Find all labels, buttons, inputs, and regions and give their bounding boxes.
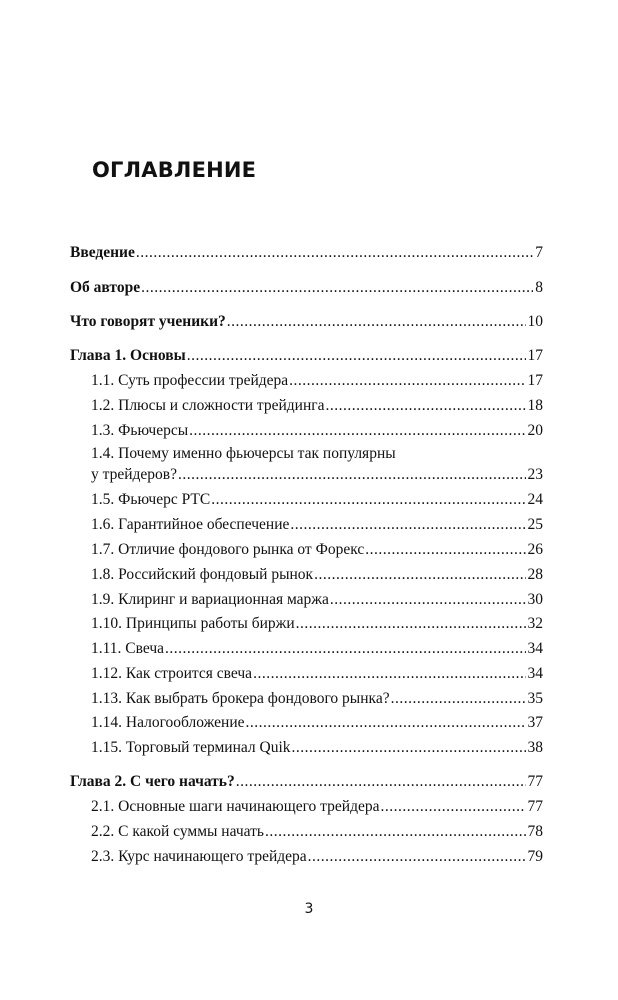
toc-entry-title: 1.6. Гарантийное обеспечение (91, 516, 290, 533)
dot-leader (289, 371, 525, 391)
toc-entry-2-2 (91, 822, 543, 842)
dot-leader (330, 590, 526, 610)
toc-page-number: 37 (527, 714, 543, 731)
toc-entry-1-10 (91, 614, 543, 634)
dot-leader (391, 689, 526, 709)
dot-leader (187, 346, 526, 366)
dot-leader (136, 243, 533, 263)
dot-leader (326, 396, 526, 416)
toc-entry-1-7 (91, 540, 543, 560)
page-number-footer: 3 (304, 901, 314, 917)
toc-page-number: 77 (527, 798, 543, 815)
toc-entry-1-2 (91, 396, 543, 416)
toc-entry-1-4 (91, 465, 543, 485)
toc-page-number: 23 (527, 466, 543, 483)
toc-entry-title: 1.5. Фьючерс РТС (91, 491, 211, 508)
toc-page-number: 17 (527, 347, 543, 364)
toc-entry-1-3 (91, 421, 543, 441)
toc-entry-title: 1.7. Отличие фондового рынка от Форекс (91, 541, 365, 558)
toc-entry-1-13 (91, 689, 543, 709)
toc-page-number: 38 (527, 739, 543, 756)
toc-entry-chapter-2 (70, 772, 543, 792)
toc-page-number: 32 (527, 615, 543, 632)
toc-entry-about-author (70, 278, 543, 298)
toc-entry-1-4-line-1: 1.4. Почему именно фьючерсы так популярны (91, 445, 396, 462)
dot-leader (296, 614, 526, 634)
toc-entry-title: 1.11. Свеча (91, 640, 165, 657)
toc-page-number: 79 (527, 848, 543, 865)
toc-page-number: 77 (527, 773, 543, 790)
toc-entry-title: 1.12. Как строится свеча (91, 665, 253, 682)
toc-entry-students (70, 312, 543, 332)
toc-page-number: 26 (527, 541, 543, 558)
toc-entry-2-1 (91, 797, 543, 817)
dot-leader (246, 713, 526, 733)
toc-entry-1-9 (91, 590, 543, 610)
toc-entry-title: Глава 2. С чего начать? (70, 773, 235, 790)
toc-entry-title: у трейдеров? (91, 466, 177, 483)
toc-entry-1-15 (91, 738, 543, 758)
toc-page-number: 17 (527, 372, 543, 389)
toc-entry-title: 1.1. Суть профессии трейдера (91, 372, 289, 389)
toc-entry-title: 2.3. Курс начинающего трейдера (91, 848, 307, 865)
dot-leader (211, 490, 525, 510)
page-title: ОГЛАВЛЕНИЕ (92, 158, 257, 182)
dot-leader (178, 465, 526, 485)
toc-page-number: 34 (527, 640, 543, 657)
toc-entry-title: Об авторе (70, 279, 141, 296)
toc-entry-1-1 (91, 371, 543, 391)
toc-page-number: 18 (527, 397, 543, 414)
toc-entry-1-5 (91, 490, 543, 510)
dot-leader (290, 515, 525, 535)
toc-entry-title: 1.9. Клиринг и вариационная маржа (91, 591, 329, 608)
toc-page-number: 7 (535, 244, 543, 261)
toc-entry-title: 1.13. Как выбрать брокера фондового рынка? (91, 690, 390, 707)
toc-entry-chapter-1 (70, 346, 543, 366)
toc-entry-1-12 (91, 664, 543, 684)
dot-leader (141, 278, 533, 298)
toc-page-number: 35 (527, 690, 543, 707)
toc-entry-1-14 (91, 713, 543, 733)
toc-entry-intro (70, 243, 543, 263)
dot-leader (308, 847, 526, 867)
toc-page-number: 78 (527, 823, 543, 840)
dot-leader (314, 565, 525, 585)
toc-page-number: 10 (527, 313, 543, 330)
toc-entry-title: 2.2. С какой суммы начать (91, 823, 264, 840)
toc-entry-title: 1.3. Фьючерсы (91, 422, 189, 439)
toc-entry-1-11 (91, 639, 543, 659)
toc-page-number: 8 (535, 279, 543, 296)
toc-page-number: 34 (527, 665, 543, 682)
toc-entry-1-8 (91, 565, 543, 585)
dot-leader (189, 421, 525, 441)
toc-entry-2-3 (91, 847, 543, 867)
toc-entry-title: 1.8. Российский фондовый рынок (91, 566, 314, 583)
toc-page-number: 20 (527, 422, 543, 439)
dot-leader (265, 822, 526, 842)
dot-leader (236, 772, 526, 792)
toc-entry-title: 1.10. Принципы работы биржи (91, 615, 295, 632)
toc-entry-title: 1.14. Налогообложение (91, 714, 245, 731)
toc-entry-title: Глава 1. Основы (70, 347, 186, 364)
toc-page-number: 28 (527, 566, 543, 583)
toc-page-number: 24 (527, 491, 543, 508)
dot-leader (165, 639, 525, 659)
toc-page-number: 30 (527, 591, 543, 608)
toc-page-number: 25 (527, 516, 543, 533)
dot-leader (227, 312, 526, 332)
dot-leader (380, 797, 525, 817)
toc-entry-title: 1.15. Торговый терминал Quik (91, 739, 291, 756)
toc-entry-title: Что говорят ученики? (70, 313, 226, 330)
dot-leader (253, 664, 525, 684)
dot-leader (292, 738, 526, 758)
toc-entry-1-6 (91, 515, 543, 535)
toc-entry-title: Введение (70, 244, 135, 261)
dot-leader (365, 540, 525, 560)
toc-entry-title: 2.1. Основные шаги начинающего трейдера (91, 798, 380, 815)
toc-entry-title: 1.2. Плюсы и сложности трейдинга (91, 397, 325, 414)
